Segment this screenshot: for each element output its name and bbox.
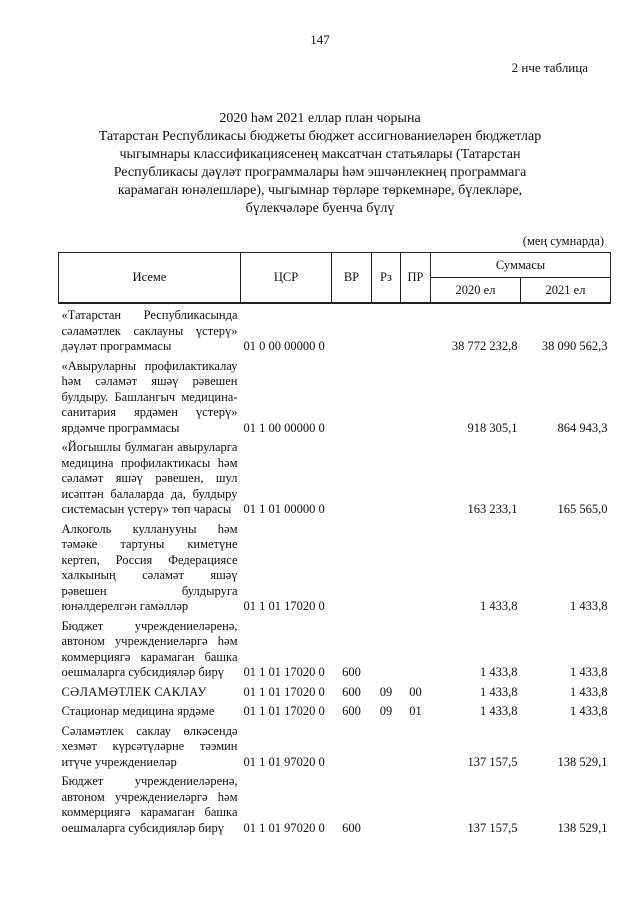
row-sum-2020: 1 433,8 <box>480 704 518 718</box>
row-name: Сәламәтлек саклау өлкәсендә хезмәт күрсәтүләрне тәэмин итүче учреждениеләр <box>61 723 238 769</box>
row-name: Стационар медицина ярдәме <box>61 704 215 718</box>
page-number: 147 <box>310 32 330 47</box>
row-csr: 01 0 00 00000 0 <box>243 339 325 353</box>
row-csr: 01 1 01 17020 0 <box>243 665 325 679</box>
row-pr: 00 <box>409 684 422 699</box>
row-pr: 01 <box>409 704 422 718</box>
row-sum-2021: 864 943,3 <box>557 420 608 435</box>
row-name: Алкоголь кулланууны һәм тәмәке тартуны киметүне кертеп, Россия Федерациясе халкының сәламәт яшәү рәвешен булдыруга юнәлдерелгән гамәлләр <box>61 521 238 613</box>
table-row <box>59 518 611 615</box>
table-row <box>59 720 611 771</box>
row-csr: 01 1 01 17020 0 <box>243 704 325 718</box>
row-sum-2020: 1 433,8 <box>480 684 518 699</box>
row-vr: 600 <box>342 665 361 679</box>
row-csr: 01 1 01 17020 0 <box>243 684 325 699</box>
row-sum-2020: 1 433,8 <box>480 665 518 679</box>
row-name: «Татарстан Республикасында сәламәтлек саклауны үстерү» дәүләт программасы <box>61 308 238 353</box>
table-row <box>59 770 611 836</box>
row-pr <box>401 303 431 355</box>
row-rz <box>372 518 401 615</box>
row-rz <box>372 720 401 771</box>
row-vr: 600 <box>342 684 361 699</box>
document-title <box>90 110 550 218</box>
row-vr <box>332 355 372 437</box>
row-rz <box>372 355 401 437</box>
row-sum-2021: 38 090 562,3 <box>541 339 608 353</box>
row-csr: 01 1 01 97020 0 <box>243 820 325 835</box>
row-rz <box>372 615 401 681</box>
row-name: СӘЛАМӘТЛЕК САКЛАУ <box>61 684 207 699</box>
header-2020: 2020 ел <box>431 278 521 304</box>
row-pr <box>401 518 431 615</box>
row-vr: 600 <box>342 820 361 835</box>
row-sum-2020: 38 772 232,8 <box>451 339 518 353</box>
row-vr: 600 <box>342 704 361 718</box>
row-rz <box>372 303 401 355</box>
row-pr <box>401 720 431 771</box>
row-csr: 01 1 01 97020 0 <box>243 754 325 769</box>
table-row <box>59 700 611 720</box>
table-row <box>59 615 611 681</box>
row-sum-2020: 1 433,8 <box>480 599 518 613</box>
row-rz <box>372 770 401 836</box>
row-sum-2021: 1 433,8 <box>570 704 608 718</box>
row-sum-2020: 137 157,5 <box>467 820 518 835</box>
header-name: Исеме <box>59 253 241 304</box>
row-pr <box>401 770 431 836</box>
header-csr: ЦСР <box>241 253 332 304</box>
row-sum-2021: 1 433,8 <box>570 665 608 679</box>
table-row <box>59 436 611 518</box>
row-sum-2020: 918 305,1 <box>467 420 518 435</box>
row-sum-2021: 1 433,8 <box>570 684 608 699</box>
row-csr: 01 1 00 00000 0 <box>243 420 325 435</box>
budget-table <box>58 252 611 836</box>
row-sum-2020: 163 233,1 <box>467 502 518 516</box>
row-rz <box>372 436 401 518</box>
row-sum-2021: 1 433,8 <box>570 599 608 613</box>
row-pr <box>401 355 431 437</box>
row-name: «Авыруларны профилактикалау һәм сәламәт яшәү рәвешен булдыру. Башлангыч медицина-санитария ярдәмен үстерү» ярдәмче программасы <box>61 358 238 435</box>
row-name: Бюджет учреждениеләренә, автоном учреждениеләргә һәм коммерциягә карамаган башка оешмаларга субсидияләр бирү <box>61 774 238 835</box>
row-sum-2021: 165 565,0 <box>557 502 608 516</box>
table-row <box>59 681 611 701</box>
row-rz: 09 <box>379 684 393 699</box>
row-pr <box>401 615 431 681</box>
row-vr <box>332 303 372 355</box>
row-sum-2021: 138 529,1 <box>557 754 608 769</box>
title-line-2: Татарстан Республикасы бюджеты бюджет ассигнованиеләрен бюджетлар чыгымнары классификациясенең максатчан статьялары (Татарстан Республикасы дәүләт программалары һәм эшчәнлекнең программага карамаган юнәлешләре), чыгымнар төрләре төркемнәре, бүлекләре, бүлекчәләре буенча бүлү <box>98 129 542 216</box>
header-2021: 2021 ел <box>521 278 611 304</box>
row-vr <box>332 720 372 771</box>
table-label: 2 нче таблица <box>511 60 588 75</box>
header-sums: Суммасы <box>431 253 611 278</box>
row-rz: 09 <box>379 704 393 718</box>
row-name: Бюджет учреждениеләренә, автоном учреждениеләргә һәм коммерциягә карамаган башка оешмаларга субсидияләр бирү <box>61 618 238 679</box>
header-pr: ПР <box>401 253 431 304</box>
row-vr <box>332 518 372 615</box>
row-name: «Йогышлы булмаган авыруларга медицина профилактикасы һәм сәламәт яшәү рәвешен, шул исәптән балаларда да, булдыру системасын үстерү» төп чарасы <box>61 440 238 516</box>
row-sum-2021: 138 529,1 <box>557 820 608 835</box>
title-line-1: 2020 һәм 2021 еллар план чорына <box>219 111 421 126</box>
header-rz: Рз <box>372 253 401 304</box>
row-pr <box>401 436 431 518</box>
table-row <box>59 355 611 437</box>
units-note: (мең сумнарда) <box>522 234 604 248</box>
row-csr: 01 1 01 00000 0 <box>243 502 325 516</box>
header-vr: ВР <box>332 253 372 304</box>
row-vr <box>332 436 372 518</box>
row-csr: 01 1 01 17020 0 <box>243 599 325 613</box>
row-sum-2020: 137 157,5 <box>467 754 518 769</box>
table-row <box>59 303 611 355</box>
